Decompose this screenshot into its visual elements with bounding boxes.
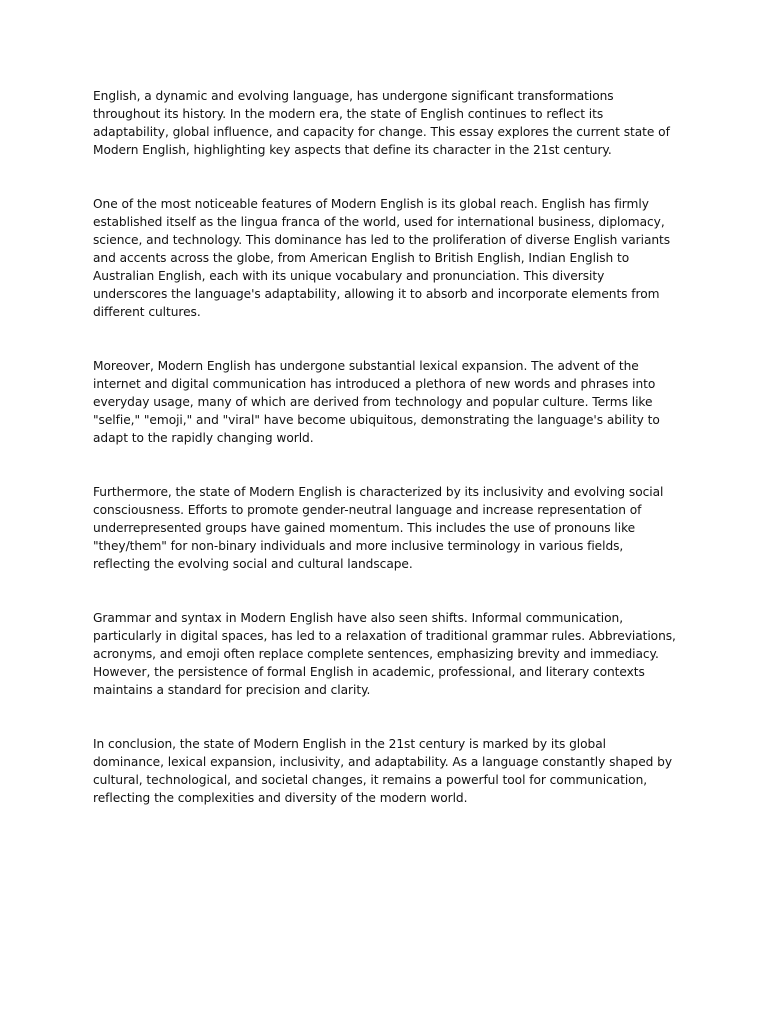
paragraph-global-reach: One of the most noticeable features of Modern English is its global reach. English has firmly established itself as the lingua franca of the world, used for international business, diplomacy, science, and technology. This dominance has led to the proliferation of diverse English variants and accents across the globe, from American English to British English, Indian English to Australian English, each with its unique vocabulary and pronunciation. This diversity underscores the language's adaptability, allowing it to absorb and incorporate elements from different cultures.	[93, 197, 671, 319]
paragraph-inclusivity: Furthermore, the state of Modern English is characterized by its inclusivity and evolving social consciousness. Efforts to promote gender-neutral language and increase representation of underrepresented groups have gained momentum. This includes the use of pronouns like "they/them" for non-binary individuals and more inclusive terminology in various fields, reflecting the evolving social and cultural landscape.	[93, 485, 664, 571]
paragraph-introduction: English, a dynamic and evolving language, has undergone significant transformations throughout its history. In the modern era, the state of English continues to reflect its adaptability, global influence, and capacity for change. This essay explores the current state of Modern English, highlighting key aspects that define its character in the 21st century.	[93, 89, 670, 157]
document-body	[93, 87, 678, 807]
paragraph-grammar-syntax: Grammar and syntax in Modern English have also seen shifts. Informal communication, particularly in digital spaces, has led to a relaxation of traditional grammar rules. Abbreviations, acronyms, and emoji often replace complete sentences, emphasizing brevity and immediacy. However, the persistence of formal English in academic, professional, and literary contexts maintains a standard for precision and clarity.	[93, 611, 676, 697]
paragraph-lexical-expansion: Moreover, Modern English has undergone substantial lexical expansion. The advent of the internet and digital communication has introduced a plethora of new words and phrases into everyday usage, many of which are derived from technology and popular culture. Terms like "selfie," "emoji," and "viral" have become ubiquitous, demonstrating the language's ability to adapt to the rapidly changing world.	[93, 359, 660, 445]
paragraph-conclusion: In conclusion, the state of Modern English in the 21st century is marked by its global dominance, lexical expansion, inclusivity, and adaptability. As a language constantly shaped by cultural, technological, and societal changes, it remains a powerful tool for communication, reflecting the complexities and diversity of the modern world.	[93, 737, 673, 805]
